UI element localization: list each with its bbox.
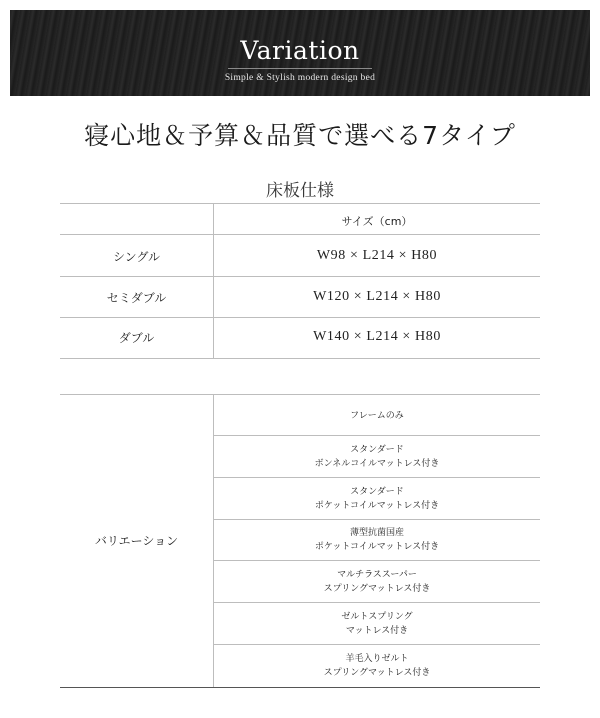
table-border xyxy=(60,358,540,359)
table-border xyxy=(60,234,540,235)
row-label: セミダブル xyxy=(106,291,167,305)
table-border xyxy=(214,477,540,478)
variation-item: マルチラススーパー スプリングマットレス付き xyxy=(323,570,431,594)
banner-title: Variation xyxy=(240,36,360,65)
table-border xyxy=(214,435,540,436)
variation-item: ゼルトスプリング マットレス付き xyxy=(341,612,413,636)
table-border xyxy=(60,394,540,395)
header-banner xyxy=(10,10,590,96)
table-border xyxy=(214,519,540,520)
table-border xyxy=(60,687,540,688)
row-size: W140 × L214 × H80 xyxy=(313,329,441,344)
variation-item: スタンダード ボンネルコイルマットレス付き xyxy=(314,445,440,469)
row-label: シングル xyxy=(112,250,161,264)
banner-divider xyxy=(228,68,372,69)
size-header: サイズ（cm） xyxy=(341,215,413,228)
table-border xyxy=(214,644,540,645)
spec-section-title: 床板仕様 xyxy=(266,181,334,201)
row-size: W120 × L214 × H80 xyxy=(313,289,441,304)
variation-label: バリエーション xyxy=(94,534,179,548)
table-border xyxy=(60,203,540,204)
table-border xyxy=(214,560,540,561)
variation-item: スタンダード ポケットコイルマットレス付き xyxy=(314,487,440,511)
table-border xyxy=(60,317,540,318)
variation-item: フレームのみ xyxy=(350,411,404,421)
page-headline: 寝心地＆予算＆品質で選べる7タイプ xyxy=(84,121,516,150)
variation-item: 羊毛入りゼルト スプリングマットレス付き xyxy=(323,654,431,678)
row-size: W98 × L214 × H80 xyxy=(316,248,438,263)
row-label: ダブル xyxy=(118,331,155,345)
table-border xyxy=(60,276,540,277)
banner-subtitle: Simple & Stylish modern design bed xyxy=(224,73,376,83)
table-border xyxy=(214,602,540,603)
variation-item: 薄型抗菌国産 ポケットコイルマットレス付き xyxy=(314,528,440,552)
